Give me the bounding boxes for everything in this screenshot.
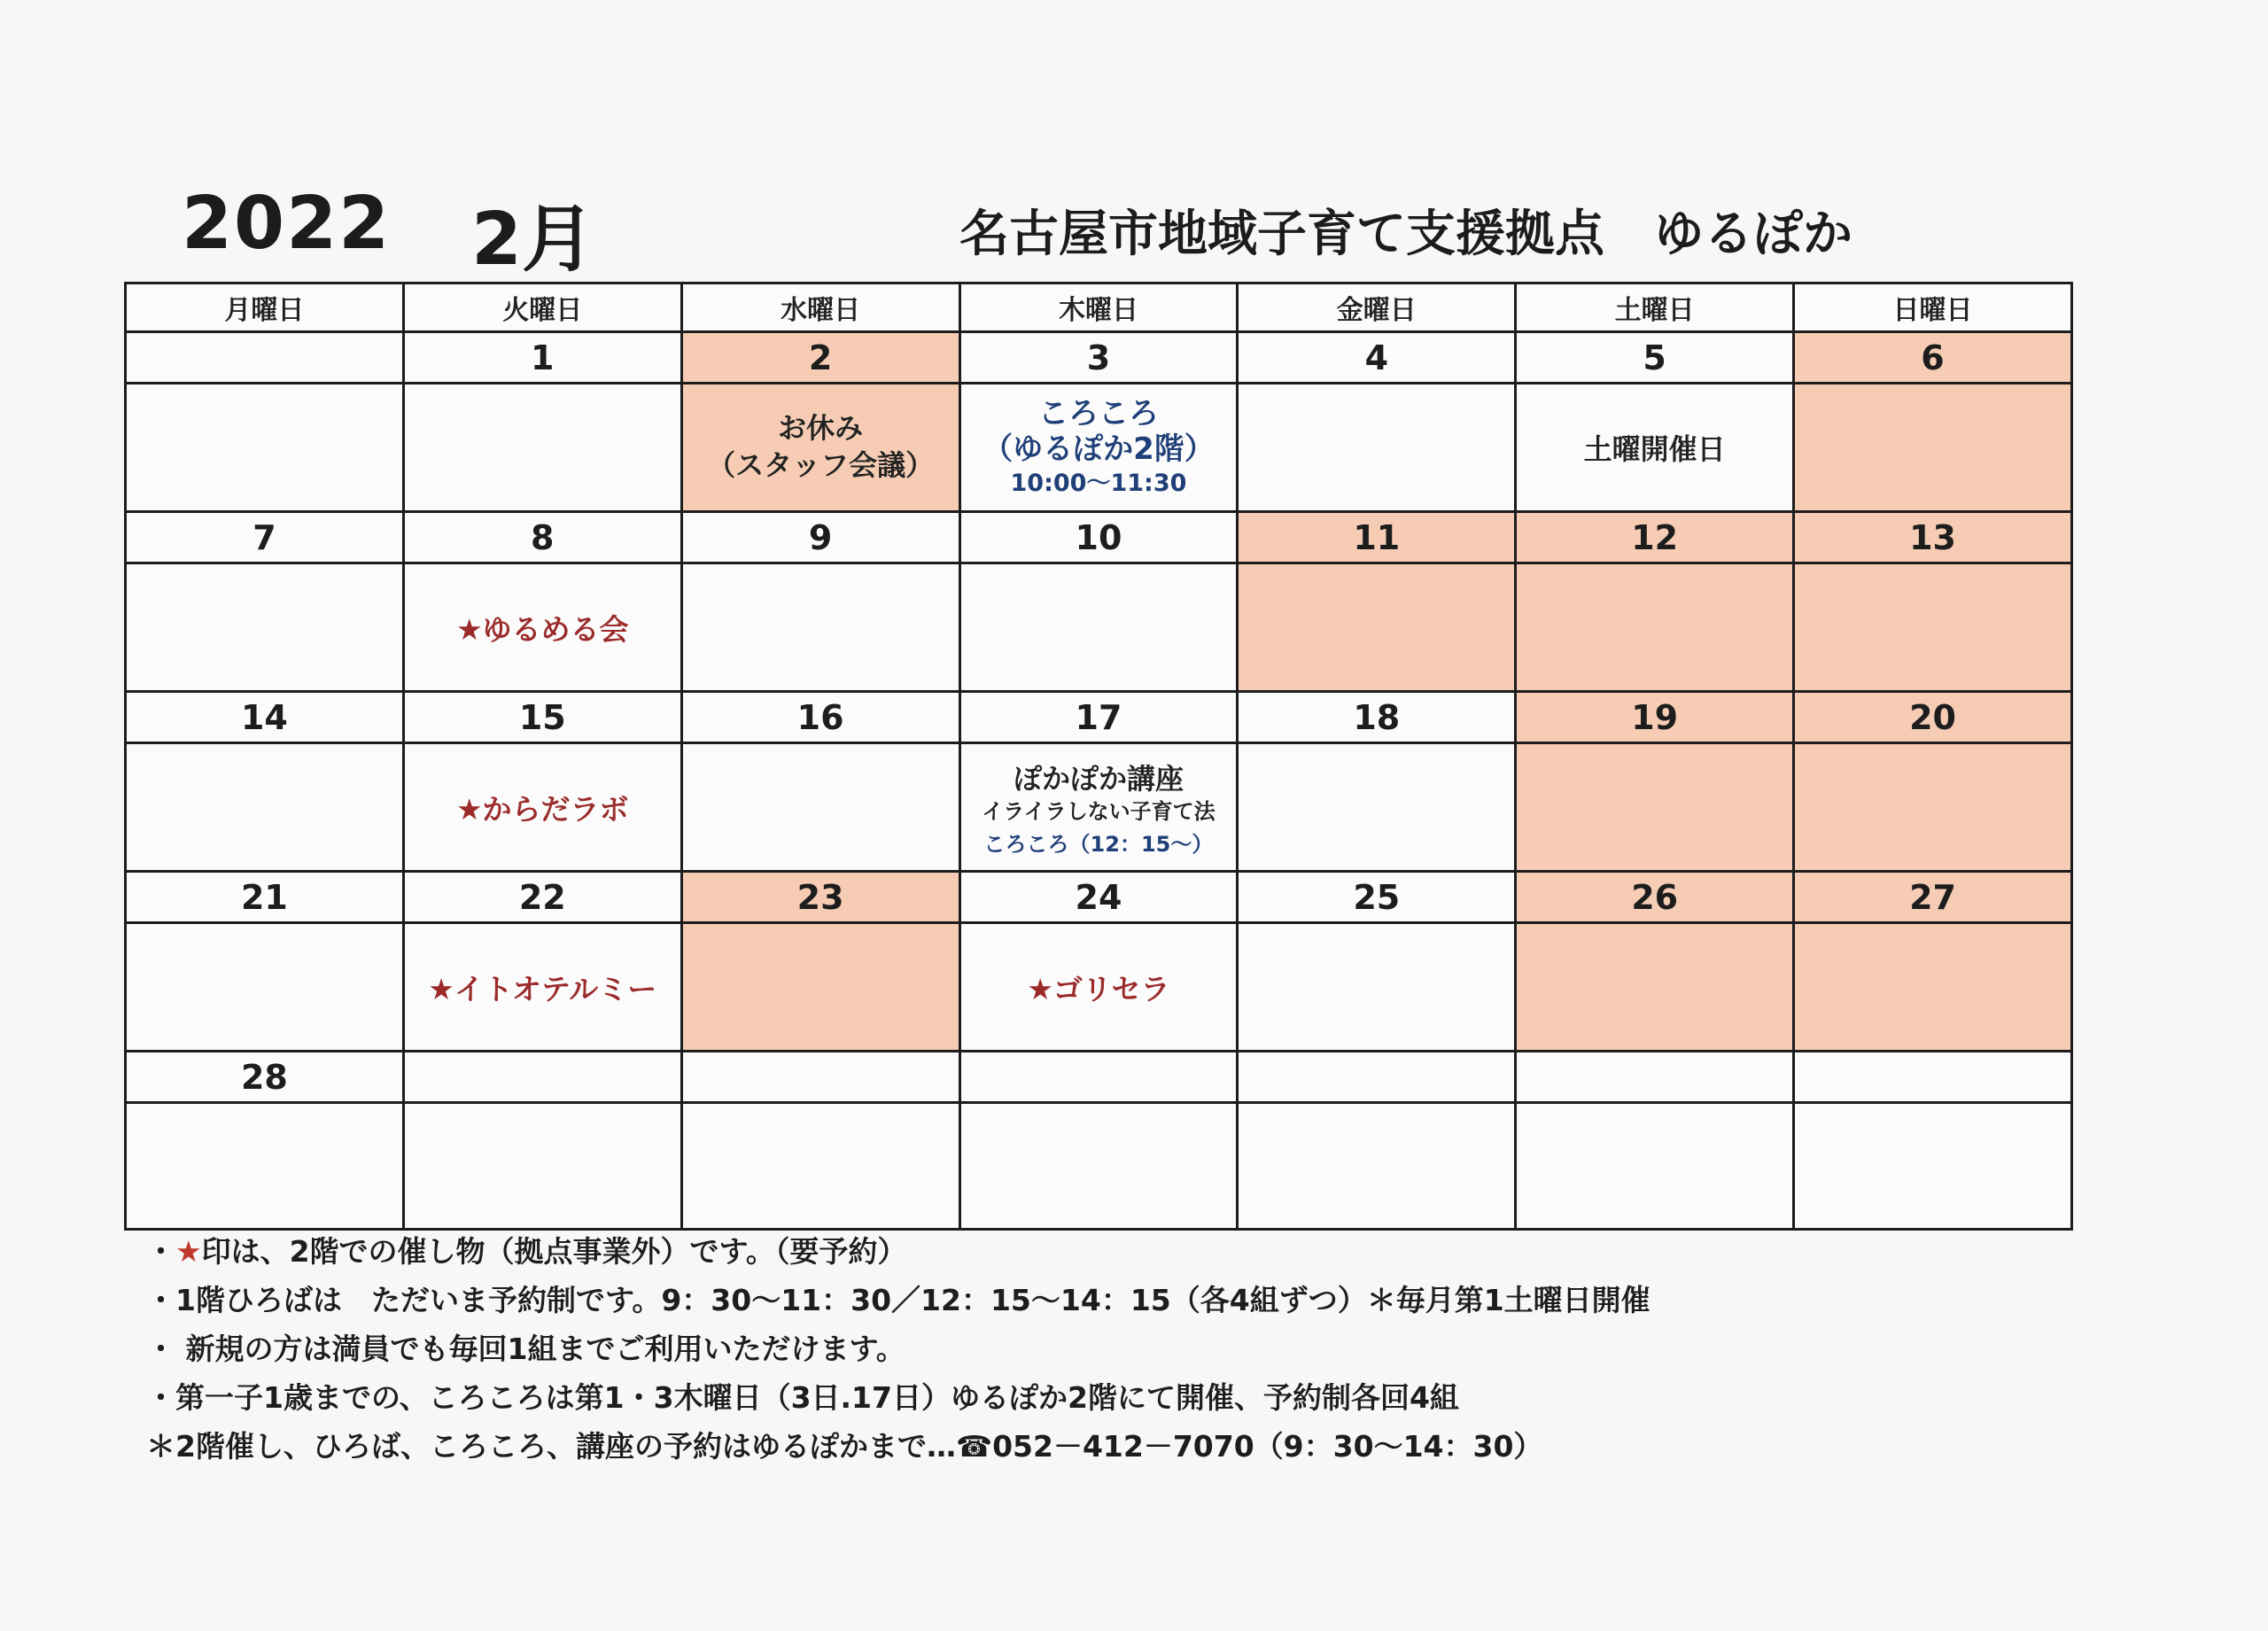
day-5-number: 5 — [1516, 332, 1794, 384]
day-10-number: 10 — [959, 512, 1238, 563]
event-korokoro: ころころ — [1037, 395, 1159, 431]
day-22-cell — [403, 923, 681, 1052]
bullet: ・ — [146, 1234, 175, 1269]
day-10-cell — [959, 563, 1238, 692]
day-27-cell — [1794, 923, 2072, 1052]
day-11-number: 11 — [1238, 512, 1516, 563]
day-7-cell — [126, 563, 404, 692]
week-1-event-row — [126, 384, 2072, 512]
day-empty — [126, 332, 404, 384]
week-3-number-row — [126, 692, 2072, 743]
week-3-event-row — [126, 743, 2072, 872]
day-8-cell — [403, 563, 681, 692]
event-itoterumi: ★イトオテルミー — [428, 971, 657, 1006]
day-7-number: 7 — [126, 512, 404, 563]
day-20-cell — [1794, 743, 2072, 872]
week-1-number-row — [126, 332, 2072, 384]
day-empty — [959, 1052, 1238, 1103]
day-empty-cell — [1238, 1103, 1516, 1230]
day-9-number: 9 — [681, 512, 959, 563]
day-11-cell — [1238, 563, 1516, 692]
day-14-number: 14 — [126, 692, 404, 743]
event-closed-reason: （スタッフ会議） — [707, 448, 935, 482]
event-korokoro-place: （ゆるぽか2階） — [983, 431, 1215, 468]
day-27-number: 27 — [1794, 872, 2072, 923]
day-empty — [681, 1052, 959, 1103]
weekday-sat: 土曜日 — [1516, 283, 1794, 332]
day-16-cell — [681, 743, 959, 872]
day-2-number: 2 — [681, 332, 959, 384]
weekday-tue: 火曜日 — [403, 283, 681, 332]
day-26-number: 26 — [1516, 872, 1794, 923]
day-23-cell — [681, 923, 959, 1052]
day-6-number: 6 — [1794, 332, 2072, 384]
week-4-event-row — [126, 923, 2072, 1052]
weekday-thu: 木曜日 — [959, 283, 1238, 332]
day-13-number: 13 — [1794, 512, 2072, 563]
day-25-number: 25 — [1238, 872, 1516, 923]
day-18-cell — [1238, 743, 1516, 872]
note-contact-phone: ＊2階催し、ひろば、ころころ、講座の予約はゆるぽかまで…☎052－412－7070（9：30～14：30） — [146, 1429, 1543, 1464]
day-2-cell — [681, 384, 959, 512]
event-pokapoka-lecture: ぽかぽか講座 — [1013, 762, 1184, 796]
day-24-cell — [959, 923, 1238, 1052]
day-19-number: 19 — [1516, 692, 1794, 743]
day-9-cell — [681, 563, 959, 692]
week-5-event-row — [126, 1103, 2072, 1230]
note-star-legend — [146, 1227, 2095, 1276]
day-empty — [1238, 1052, 1516, 1103]
organization-title: 名古屋市地域子育て支援拠点 ゆるぽか — [959, 206, 1852, 263]
day-17-number: 17 — [959, 692, 1238, 743]
day-4-number: 4 — [1238, 332, 1516, 384]
day-21-cell — [126, 923, 404, 1052]
day-24-number: 24 — [959, 872, 1238, 923]
note-plaza-reservation: ・1階ひろばは ただいま予約制です。9：30～11：30／12：15～14：15（各4組ずつ）＊毎月第1土曜日開催 — [146, 1283, 1651, 1317]
event-karada-lab: ★からだラボ — [455, 791, 629, 827]
day-3-cell — [959, 384, 1238, 512]
day-empty — [1516, 1052, 1794, 1103]
title-month: 2月 — [471, 198, 595, 282]
day-empty-cell — [959, 1103, 1238, 1230]
day-1-number: 1 — [403, 332, 681, 384]
day-12-cell — [1516, 563, 1794, 692]
event-closed: お休み — [778, 411, 864, 446]
day-15-number: 15 — [403, 692, 681, 743]
day-1-cell — [403, 384, 681, 512]
day-5-cell — [1516, 384, 1794, 512]
day-23-number: 23 — [681, 872, 959, 923]
day-12-number: 12 — [1516, 512, 1794, 563]
event-korokoro-time: 10:00～11:30 — [1010, 470, 1187, 498]
notes-section — [146, 1227, 2095, 1471]
day-22-number: 22 — [403, 872, 681, 923]
day-17-cell — [959, 743, 1238, 872]
day-25-cell — [1238, 923, 1516, 1052]
day-3-number: 3 — [959, 332, 1238, 384]
day-empty-cell — [1516, 1103, 1794, 1230]
week-2-number-row — [126, 512, 2072, 563]
calendar-table — [124, 282, 2073, 1231]
day-16-number: 16 — [681, 692, 959, 743]
day-28-cell — [126, 1103, 404, 1230]
day-empty — [1794, 1052, 2072, 1103]
day-18-number: 18 — [1238, 692, 1516, 743]
weekday-header-row — [126, 283, 2072, 332]
day-4-cell — [1238, 384, 1516, 512]
event-lecture-topic: イライラしない子育て法 — [982, 799, 1216, 825]
day-21-number: 21 — [126, 872, 404, 923]
day-20-number: 20 — [1794, 692, 2072, 743]
day-14-cell — [126, 743, 404, 872]
weekday-fri: 金曜日 — [1238, 283, 1516, 332]
day-13-cell — [1794, 563, 2072, 692]
day-empty-cell — [126, 384, 404, 512]
day-8-number: 8 — [403, 512, 681, 563]
weekday-mon: 月曜日 — [126, 283, 404, 332]
day-empty-cell — [403, 1103, 681, 1230]
day-empty-cell — [681, 1103, 959, 1230]
day-28-number: 28 — [126, 1052, 404, 1103]
week-2-event-row — [126, 563, 2072, 692]
day-empty — [403, 1052, 681, 1103]
note-text: 印は、2階での催し物（拠点事業外）です。（要予約） — [201, 1234, 907, 1269]
event-yurumeru: ★ゆるめる会 — [455, 611, 629, 647]
weekday-sun: 日曜日 — [1794, 283, 2072, 332]
week-4-number-row — [126, 872, 2072, 923]
week-5-number-row — [126, 1052, 2072, 1103]
note-new-visitors: ・ 新規の方は満員でも毎回1組までご利用いただけます。 — [146, 1332, 905, 1366]
day-6-cell — [1794, 384, 2072, 512]
event-korokoro-time: ころころ（12：15～） — [983, 831, 1214, 857]
star-icon: ★ — [175, 1234, 202, 1269]
weekday-wed: 水曜日 — [681, 283, 959, 332]
title-year: 2022 — [182, 182, 392, 266]
event-gorisera: ★ゴリセラ — [1027, 971, 1170, 1006]
note-korokoro: ・第一子1歳までの、ころころは第1・3木曜日（3日.17日）ゆるぽか2階にて開催、予約制各回4組 — [146, 1380, 1459, 1415]
day-19-cell — [1516, 743, 1794, 872]
day-15-cell — [403, 743, 681, 872]
day-26-cell — [1516, 923, 1794, 1052]
day-empty-cell — [1794, 1103, 2072, 1230]
event-saturday-open: 土曜開催日 — [1583, 432, 1726, 466]
